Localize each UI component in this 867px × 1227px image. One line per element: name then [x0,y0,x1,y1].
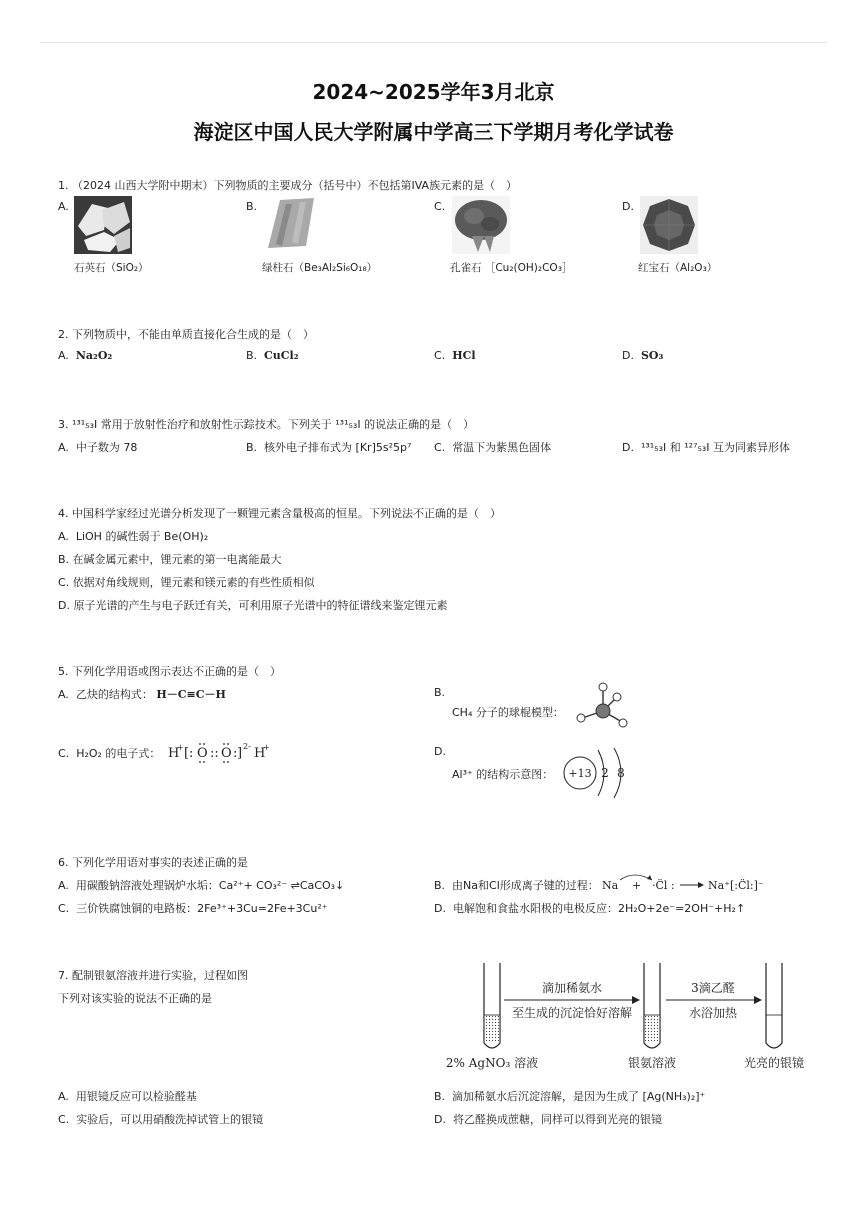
q1-stem: 1. （2024 山西大学附中期末）下列物质的主要成分（括号中）不包括第IVA族元素的是（ ） [58,179,518,192]
q4-c-text: 依据对角线规则，锂元素和镁元素的有些性质相似 [72,576,315,589]
svg-text:]: ] [237,746,243,761]
q1-option-b-caption: 绿柱石（Be₃Al₂Si₆O₁₈） [262,262,378,274]
q3-option-b [246,439,411,455]
q2-option-c [434,349,476,362]
q6-b-text: 由Na和Cl形成离子键的过程： [452,879,599,892]
q5-option-d-text: Al³⁺ 的结构示意图： [452,768,554,781]
arrow2-bottom-label: 水浴加热 [688,1006,738,1020]
q2-c-label: C. [434,349,446,362]
q2-a-text: Na₂O₂ [75,349,113,362]
q7-stem-line2: 下列对该实验的说法不正确的是 [58,992,212,1005]
malachite-image [452,196,510,254]
q7-option-d [434,1111,662,1127]
nacl-product-label: Na⁺[:C̈l:]⁻ [708,879,764,892]
q2-d-text: SO₃ [640,349,664,362]
svg-text:2-: 2- [243,742,251,751]
q5-c-label: C. [58,747,70,760]
q1-option-b-label: B. [246,200,258,213]
q2-option-d [622,349,663,362]
q6-a-label: A. [58,879,69,892]
q6-d-text: 电解饱和食盐水阳极的电极反应：2H₂O+2e⁻=2OH⁻+H₂↑ [452,902,746,915]
q3-d-label: D. [622,441,634,454]
q6-b-label: B. [434,879,446,892]
arrow1-bottom-label: 至生成的沉淀恰好溶解 [511,1006,633,1020]
q6-d-label: D. [434,902,446,915]
svg-text::: : [233,746,238,761]
q6-option-a [58,877,344,893]
svg-text:::: :: [210,746,219,761]
q3-stem: 3. ¹³¹₅₃I 常用于放射性治疗和放射性示踪技术。下列关于 ¹³¹₅₃I 的说法正确的是（ ） [58,418,475,431]
q1-option-a-label: A. [58,200,69,213]
q6-option-c [58,900,328,916]
q7-c-text: 实验后，可以用硝酸洗掉试管上的银镜 [76,1113,264,1126]
q7-b-label: B. [434,1090,446,1103]
q3-option-a [58,439,137,455]
q1-option-d-caption: 红宝石（Al₂O₃） [638,262,718,274]
q3-option-c [434,439,551,455]
arrow2-top-label: 3滴乙醛 [691,981,735,995]
q2-a-label: A. [58,349,69,362]
q7-d-label: D. [434,1113,446,1126]
q5-a-text: 乙炔的结构式： [75,688,153,701]
svg-text:[: [ [184,746,190,761]
q7-option-c [58,1111,263,1127]
svg-text:+: + [177,743,184,752]
q6-option-b [434,877,599,893]
q7-stem-line1: 7. 配制银氨溶液并进行实验，过程如图 [58,969,248,982]
q4-b-text: 在碱金属元素中，锂元素的第一电离能最大 [72,553,282,566]
ruby-image [640,196,698,254]
page-title-line2: 海淀区中国人民大学附属中学高三下学期月考化学试卷 [193,120,674,144]
q2-option-b [246,349,299,362]
q5-stem: 5. 下列化学用语或图示表达不正确的是（ ） [58,665,281,678]
nacl-formation-diagram [600,870,770,896]
q3-a-text: 中子数为 78 [75,441,138,454]
q1-option-c-caption: 孔雀石 ［Cu₂(OH)₂CO₃］ [450,262,573,274]
q6-stem: 6. 下列化学用语对事实的表述正确的是 [58,856,248,869]
svg-text:O: O [221,746,232,761]
q2-b-text: CuCl₂ [264,349,299,362]
nacl-cl-label: ·C̈l : [652,879,675,892]
page-title-line1: 2024~2025学年3月北京 [312,80,555,104]
q3-b-text: 核外电子排布式为 [Kr]5s²5p⁷ [264,441,412,454]
q7-option-a [58,1088,197,1104]
q4-stem: 4. 中国科学家经过光谱分析发现了一颗锂元素含量极高的恒星。下列说法不正确的是（ ） [58,507,501,520]
q4-option-c [58,574,315,590]
al3-shell2-label: 8 [617,766,625,780]
q5-option-d-label: D. [434,745,446,758]
test-tube-3 [766,963,782,1048]
q5-option-b-text: CH₄ 分子的球棍模型： [452,706,564,719]
al3-nucleus-label: +13 [568,767,592,780]
q4-a-label: A. [58,530,69,543]
q4-b-label: B. [58,553,70,566]
q7-b-text: 滴加稀氨水后沉淀溶解，是因为生成了 [Ag(NH₃)₂]⁺ [452,1090,706,1103]
tube1-label: 2% AgNO₃ 溶液 [445,1056,539,1070]
q2-c-text: HCl [452,349,476,362]
svg-text:O: O [197,746,208,761]
q6-c-text: 三价铁腐蚀铜的电路板：2Fe³⁺+3Cu=2Fe+3Cu²⁺ [76,902,328,915]
nacl-plus-label: + [632,879,642,892]
q7-c-label: C. [58,1113,70,1126]
q3-c-label: C. [434,441,446,454]
q6-c-label: C. [58,902,70,915]
q1-option-d-label: D. [622,200,634,213]
q4-option-d [58,597,447,613]
al3-structure-diagram [560,744,632,802]
tube2-label: 银氨溶液 [627,1056,677,1070]
h2o2-electron-formula [166,738,278,766]
q5-a-label: A. [58,688,69,701]
test-tube-1 [484,963,500,1048]
al3-shell1-label: 2 [601,766,609,780]
q4-option-b [58,551,282,567]
q2-d-label: D. [622,349,634,362]
arrow1-top-label: 滴加稀氨水 [541,981,603,995]
silver-mirror-experiment-diagram [440,955,820,1075]
q5-a-formula: H－C≡C－H [156,688,226,701]
q5-option-a [58,686,226,702]
nacl-na-label: Na [602,879,619,892]
top-rule [40,42,827,43]
q3-a-label: A. [58,441,69,454]
q7-option-b [434,1088,705,1104]
svg-text:H: H [254,746,266,761]
q5-option-b-label: B. [434,686,446,699]
svg-text::: : [189,746,194,761]
q5-c-text: H₂O₂ 的电子式： [76,747,161,760]
quartz-image [74,196,132,254]
q6-option-d [434,900,745,916]
svg-text:H: H [168,746,180,761]
q4-d-text: 原子光谱的产生与电子跃迁有关，可利用原子光谱中的特征谱线来鉴定锂元素 [73,599,448,612]
q4-c-label: C. [58,576,70,589]
tube3-label: 光亮的银镜 [743,1056,805,1070]
q7-a-label: A. [58,1090,69,1103]
svg-text:+: + [263,743,270,752]
q2-b-label: B. [246,349,258,362]
q4-option-a [58,528,208,544]
q4-a-text: LiOH 的碱性弱于 Be(OH)₂ [75,530,209,543]
q3-c-text: 常温下为紫黑色固体 [452,441,552,454]
q3-b-label: B. [246,441,258,454]
q4-d-label: D. [58,599,70,612]
ch4-ball-stick-model [572,680,632,740]
q1-option-a-caption: 石英石（SiO₂） [74,262,149,274]
q5-option-c [58,745,160,761]
q6-a-text: 用碳酸钠溶液处理锅炉水垢：Ca²⁺+ CO₃²⁻ ⇌CaCO₃↓ [75,879,345,892]
q2-stem: 2. 下列物质中，不能由单质直接化合生成的是（ ） [58,328,314,341]
q1-option-c-label: C. [434,200,446,213]
beryl-image [262,196,320,254]
q7-a-text: 用银镜反应可以检验醛基 [75,1090,197,1103]
test-tube-2 [644,963,660,1048]
q3-option-d [622,439,790,455]
q3-d-text: ¹³¹₅₃I 和 ¹²⁷₅₃I 互为同素异形体 [640,441,791,454]
q2-option-a [58,349,112,362]
q7-d-text: 将乙醛换成蔗糖，同样可以得到光亮的银镜 [452,1113,662,1126]
